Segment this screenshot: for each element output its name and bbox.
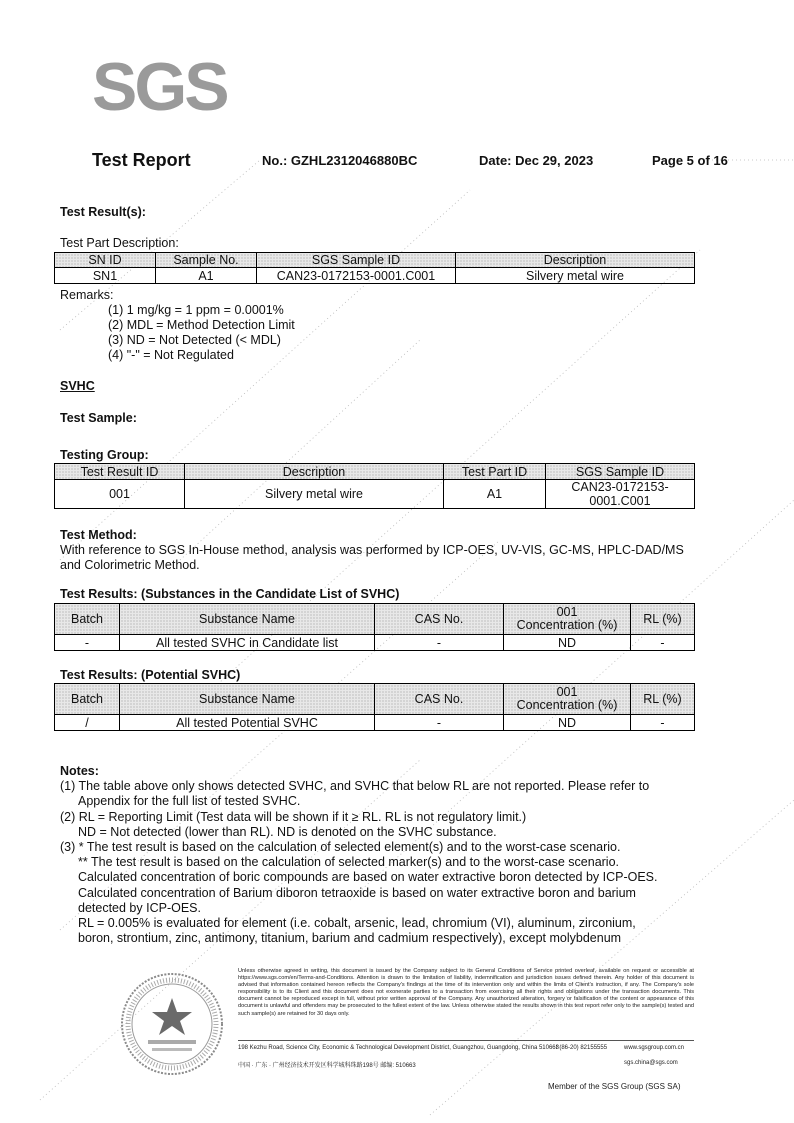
email: sgs.china@sgs.com — [624, 1060, 678, 1066]
remark-item: (2) MDL = Method Detection Limit — [108, 318, 295, 332]
col-header — [504, 604, 631, 635]
results-potential-label: Test Results: (Potential SVHC) — [60, 668, 241, 682]
col-header: Sample No. — [156, 253, 257, 268]
table-cell: - — [631, 715, 695, 731]
col-header: Batch — [55, 684, 120, 715]
remark-item: (4) "-" = Not Regulated — [108, 348, 234, 362]
table-cell: ND — [504, 715, 631, 731]
note-line: Calculated concentration of Barium diboron tetraoxide is based on water extractive boron and barium — [78, 885, 636, 900]
note-line: (3) * The test result is based on the calculation of selected element(s) and to the worst-case scenario. — [60, 840, 621, 855]
test-method-label: Test Method: — [60, 528, 137, 542]
testing-group-label: Testing Group: — [60, 448, 149, 462]
results-candidate-label: Test Results: (Substances in the Candidate List of SVHC) — [60, 587, 400, 601]
col-header: Description — [456, 253, 695, 268]
results-potential-table — [54, 683, 695, 731]
col-header-line: Concentration (%) — [516, 698, 618, 712]
table-cell: Silvery metal wire — [456, 268, 695, 284]
company-seal-icon — [118, 970, 226, 1078]
col-header: RL (%) — [631, 604, 695, 635]
part-description-label: Test Part Description: — [60, 236, 179, 250]
table-cell: / — [55, 715, 120, 731]
page-number: Page 5 of 16 — [652, 153, 728, 168]
table-cell: SN1 — [55, 268, 156, 284]
remark-item: (1) 1 mg/kg = 1 ppm = 0.0001% — [108, 303, 284, 317]
col-header: Batch — [55, 604, 120, 635]
notes-label: Notes: — [60, 764, 99, 778]
table-cell: - — [55, 635, 120, 651]
note-line: boron, strontium, zinc, antimony, titanium, barium and cadmium respectively), except molybdenum — [78, 931, 622, 946]
note-line: (1) The table above only shows detected SVHC, and SVHC that below RL are not reported. Please refer to — [60, 779, 650, 794]
phone-number: t (86-20) 82155555 — [556, 1045, 608, 1051]
legal-fineprint: Unless otherwise agreed in writing, this document is issued by the Company subject to its General Conditions of Service printed overleaf, available on request or accessible at https://www.sgs.com/en/Terms-and-Conditions. Attention is drawn to the limitation of liability, indemnification and jurisdiction issues defined therein. Any holder of this document is advised that information contained hereon reflects the Company's findings at the time of its intervention only and within the limits of Client's instruction, if any. The Company's sole responsibility is to its Client and this document does not exonerate parties to a transaction from exercising all their rights and obligations under the transaction documents. This document cannot be reproduced except in full, without prior written approval of the Company. Any unauthorized alteration, forgery or falsification of the content or appearance of this document is unlawful and offenders may be prosecuted to the fullest extent of the law. Unless otherwise stated the results shown in this test report refer only to the sample(s) tested and such sample(s) are retained for 30 days only. — [238, 968, 694, 1017]
notes-section — [60, 764, 740, 946]
table-cell: ND — [504, 635, 631, 651]
table-cell: All tested Potential SVHC — [120, 715, 375, 731]
col-header: Substance Name — [120, 684, 375, 715]
table-cell: - — [375, 635, 504, 651]
svhc-heading: SVHC — [60, 379, 95, 393]
table-cell: A1 — [444, 480, 546, 509]
report-date: Date: Dec 29, 2023 — [479, 153, 594, 168]
table-cell: CAN23-0172153-0001.C001 — [257, 268, 456, 284]
note-line: Appendix for the full list of tested SVHC. — [78, 794, 301, 809]
sample-id-line: 0001.C001 — [589, 494, 651, 508]
table-cell: 001 — [55, 480, 185, 509]
test-method-text: and Colorimetric Method. — [60, 558, 200, 572]
test-method-text: With reference to SGS In-House method, analysis was performed by ICP-OES, UV-VIS, GC-MS, HPLC-DAD/MS — [60, 543, 684, 557]
part-description-table — [54, 252, 695, 284]
note-line: (2) RL = Reporting Limit (Test data will be shown if it ≥ RL. RL is not regulatory limit.) — [60, 809, 527, 824]
col-header-line: 001 — [556, 605, 578, 619]
table-cell: - — [631, 635, 695, 651]
table-cell: All tested SVHC in Candidate list — [120, 635, 375, 651]
remark-item: (3) ND = Not Detected (< MDL) — [108, 333, 281, 347]
col-header: Test Part ID — [444, 464, 546, 480]
sgs-logo: SGS — [92, 49, 227, 125]
note-line: Calculated concentration of boric compounds are based on water extractive boron detected by ICP-OES. — [78, 870, 658, 885]
test-sample-label: Test Sample: — [60, 411, 137, 425]
table-row — [55, 480, 695, 509]
table-row — [55, 268, 695, 284]
results-candidate-table — [54, 603, 695, 651]
col-header-line: 001 — [556, 685, 578, 699]
col-header-line: Concentration (%) — [516, 618, 618, 632]
report-title: Test Report — [92, 150, 191, 170]
table-row — [55, 635, 695, 651]
sample-id-line: CAN23-0172153- — [571, 480, 669, 494]
testing-group-table — [54, 463, 695, 509]
col-header: RL (%) — [631, 684, 695, 715]
table-row — [55, 715, 695, 731]
col-header: CAS No. — [375, 684, 504, 715]
col-header: SGS Sample ID — [546, 464, 695, 480]
col-header: Test Result ID — [55, 464, 185, 480]
table-cell: Silvery metal wire — [185, 480, 444, 509]
address-english: 198 Kezhu Road, Science City, Economic & Technological Development District, Guangzhou, Guangdong, China 510663 — [238, 1045, 559, 1051]
table-cell: A1 — [156, 268, 257, 284]
col-header: Substance Name — [120, 604, 375, 635]
note-line: ND = Not detected (lower than RL). ND is denoted on the SVHC substance. — [78, 824, 497, 839]
footer-divider — [238, 1040, 694, 1041]
report-number: No.: GZHL2312046880BC — [262, 153, 418, 168]
col-header — [504, 684, 631, 715]
test-results-heading: Test Result(s): — [60, 205, 146, 219]
col-header: Description — [185, 464, 444, 480]
table-cell — [546, 480, 695, 509]
col-header: CAS No. — [375, 604, 504, 635]
sgs-group-member: Member of the SGS Group (SGS SA) — [548, 1082, 681, 1091]
remarks-label: Remarks: — [60, 288, 114, 302]
address-chinese: 中国 · 广东 · 广州经济技术开发区科学城科珠路198号 邮编: 510663 — [238, 1063, 416, 1069]
note-line: ** The test result is based on the calculation of selected marker(s) and to the worst-case scenario. — [78, 855, 620, 870]
col-header: SN ID — [55, 253, 156, 268]
col-header: SGS Sample ID — [257, 253, 456, 268]
note-line: RL = 0.005% is evaluated for element (i.e. cobalt, arsenic, lead, chromium (VI), aluminum, zirconium, — [78, 916, 636, 931]
note-line: detected by ICP-OES. — [78, 900, 201, 915]
website: www.sgsgroup.com.cn — [624, 1045, 685, 1051]
table-cell: - — [375, 715, 504, 731]
